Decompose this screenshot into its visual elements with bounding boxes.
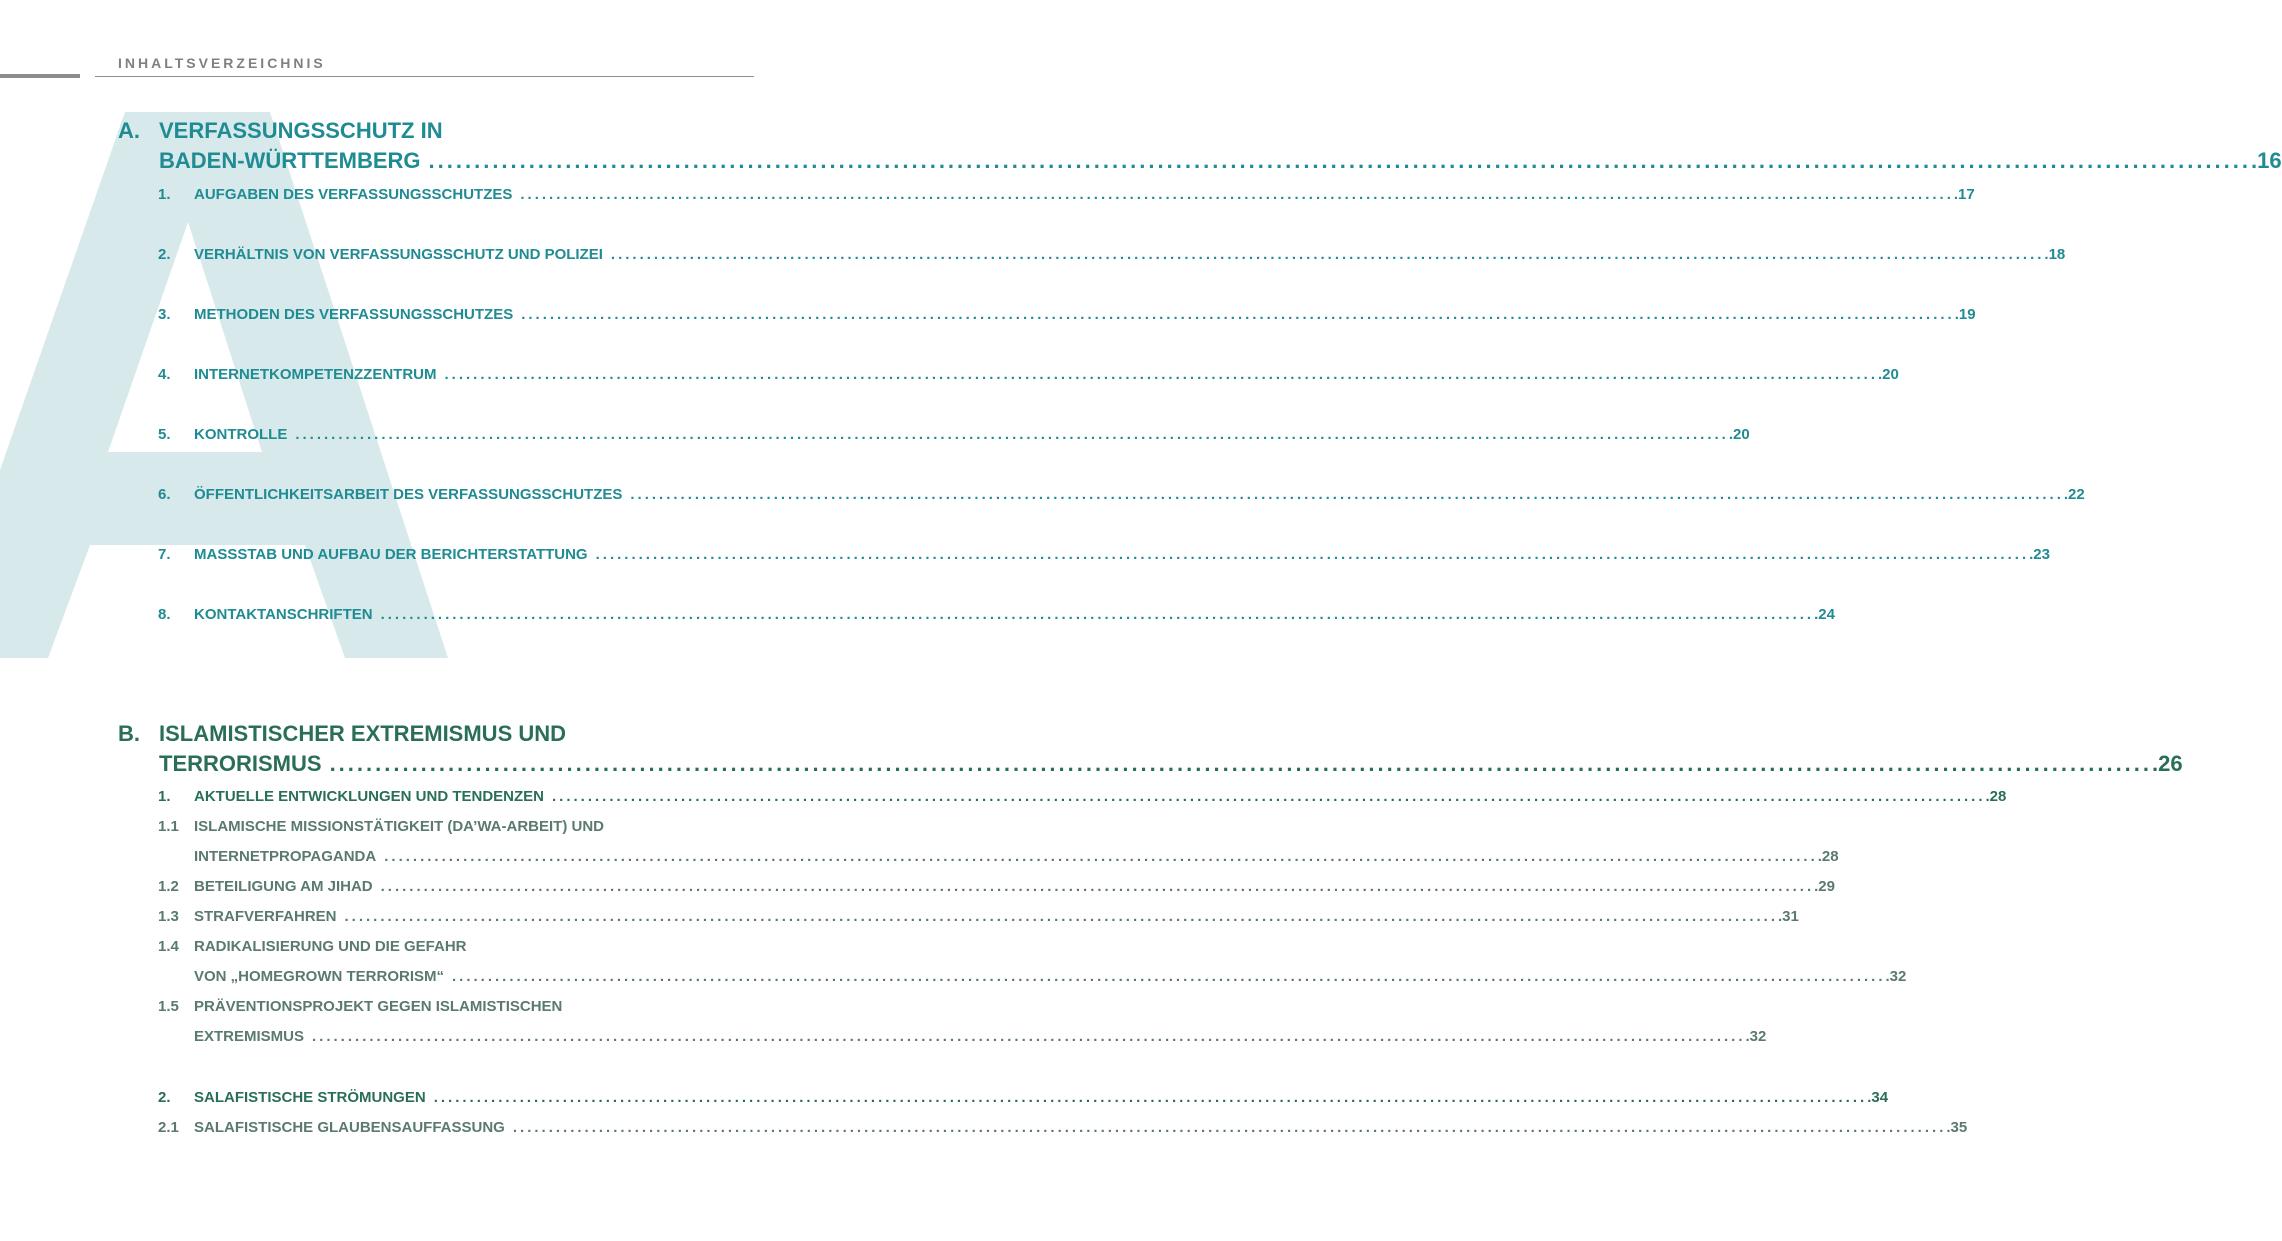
toc-entry-number: 1.1 xyxy=(158,818,179,835)
toc-leader-dots: ........................................................................................................................................................................................................ xyxy=(312,1028,1746,1045)
toc-entry-number: 1.5 xyxy=(158,998,179,1015)
toc-entry-page: .31 xyxy=(1778,908,1799,925)
section-b-title-line2: TERRORISMUS xyxy=(159,751,322,776)
toc-entry-label: ISLAMISCHE MISSIONSTÄTIGKEIT (DA’WA-ARBEIT) UND xyxy=(194,818,604,835)
toc-entry[interactable] xyxy=(158,240,2066,270)
toc-entry-label: RADIKALISIERUNG UND DIE GEFAHR xyxy=(194,938,467,955)
toc-entry-page: .24 xyxy=(1814,606,1835,623)
toc-entry-label: KONTROLLE xyxy=(194,426,288,443)
section-b-letter: B. xyxy=(118,721,140,746)
section-b-page: .26 xyxy=(2152,751,2183,776)
toc-entry-number: 6. xyxy=(158,486,171,503)
toc-leader-dots: ........................................................................................................................................................................................................ xyxy=(521,306,1955,323)
toc-entry-label: PRÄVENTIONSPROJEKT GEGEN ISLAMISTISCHEN xyxy=(194,998,563,1015)
toc-entry-label: SALAFISTISCHE GLAUBENSAUFFASSUNG xyxy=(194,1119,505,1136)
toc-entry-page: .28 xyxy=(1817,848,1839,865)
toc-entry[interactable] xyxy=(158,902,1799,932)
toc-entry[interactable] xyxy=(158,360,1899,390)
toc-entry-number: 3. xyxy=(158,306,171,323)
toc-leader-dots: ........................................................................................................................................................................................................ xyxy=(630,486,2064,503)
toc-entry-page: .32 xyxy=(1885,968,1907,985)
toc-entry-number: 7. xyxy=(158,546,171,563)
toc-leader-dots: ........................................................................................................................................................................................................ xyxy=(344,908,1779,925)
toc-leader-dots: ........................................................................................................................................................................................................ xyxy=(512,1119,1947,1136)
toc-entry-page: .34 xyxy=(1867,1089,1889,1106)
toc-leader-dots: ........................................................................................................................................................................................................ xyxy=(433,1089,1868,1106)
toc-entry-label: SALAFISTISCHE STRÖMUNGEN xyxy=(194,1089,426,1106)
toc-entry-number: 4. xyxy=(158,366,171,383)
toc-entry-number: 2. xyxy=(158,1089,171,1106)
toc-entry-label: EXTREMISMUS xyxy=(194,1028,305,1045)
toc-entry-page: .23 xyxy=(2029,546,2050,563)
toc-entry-label: KONTAKTANSCHRIFTEN xyxy=(194,606,373,623)
toc-leader-dots: ........................................................................................................................................................................................................ xyxy=(384,848,1818,865)
toc-entry-number: 8. xyxy=(158,606,171,623)
toc-entry[interactable] xyxy=(158,1022,1767,1052)
toc-entry-label: ÖFFENTLICHKEITSARBEIT DES VERFASSUNGSSCHUTZES xyxy=(194,486,623,503)
toc-entry-page: .29 xyxy=(1814,878,1835,895)
toc-entry[interactable] xyxy=(158,812,748,842)
toc-entry[interactable] xyxy=(158,962,1907,992)
toc-entry[interactable] xyxy=(158,842,1839,872)
toc-leader-dots: ........................................................................................................................................................................................................ xyxy=(444,366,1878,383)
toc-leader-dots: ........................................................................................................................................................................................................ xyxy=(552,788,1986,805)
toc-entry[interactable] xyxy=(158,300,1976,330)
toc-leader-dots: ........................................................................................................................................................................................................ xyxy=(295,426,1729,443)
toc-entry-page: .35 xyxy=(1946,1119,1968,1136)
toc-entry[interactable] xyxy=(158,180,1975,210)
toc-entry-page: .20 xyxy=(1878,366,1899,383)
section-a-title-line2: BADEN-WÜRTTEMBERG xyxy=(159,148,421,173)
toc-entry-label: MASSSTAB UND AUFBAU DER BERICHTERSTATTUNG xyxy=(194,546,588,563)
toc-entry-page: .20 xyxy=(1728,426,1750,443)
toc-entry-number: 1.3 xyxy=(158,908,179,925)
toc-entry-label: BETEILIGUNG AM JIHAD xyxy=(194,878,373,895)
section-a-letter: A. xyxy=(118,118,140,143)
toc-entry-page: .17 xyxy=(1953,186,1975,203)
toc-entry[interactable] xyxy=(158,872,1835,902)
toc-entry-number: 5. xyxy=(158,426,171,443)
toc-leader-dots: ........................................................................................................................................................................................................ xyxy=(329,751,2153,776)
toc-entry-label: VON „HOMEGROWN TERRORISM“ xyxy=(194,968,444,985)
header-accent-bar xyxy=(0,74,80,78)
header-rule xyxy=(95,76,754,77)
page-header-title: INHALTSVERZEICHNIS xyxy=(118,55,326,71)
section-a-page: .16 xyxy=(2251,148,2282,173)
toc-entry-number: 1. xyxy=(158,186,171,203)
toc-entry-label: STRAFVERFAHREN xyxy=(194,908,337,925)
toc-leader-dots: ........................................................................................................................................................................................................ xyxy=(595,546,2030,563)
toc-entry-label: AUFGABEN DES VERFASSUNGSSCHUTZES xyxy=(194,186,513,203)
section-b-title-line1: ISLAMISTISCHER EXTREMISMUS UND xyxy=(159,721,567,746)
toc-entry-label: INTERNETKOMPETENZZENTRUM xyxy=(194,366,437,383)
toc-entry-page: .32 xyxy=(1745,1028,1767,1045)
toc-leader-dots: ........................................................................................................................................................................................................ xyxy=(428,148,2251,173)
toc-entry-label: METHODEN DES VERFASSUNGSSCHUTZES xyxy=(194,306,514,323)
toc-entry-label: AKTUELLE ENTWICKLUNGEN UND TENDENZEN xyxy=(194,788,544,805)
toc-entry[interactable] xyxy=(158,932,748,962)
toc-leader-dots: ........................................................................................................................................................................................................ xyxy=(610,246,2045,263)
toc-entry-page: .19 xyxy=(1954,306,1976,323)
toc-entry-page: .28 xyxy=(1985,788,2007,805)
toc-entry[interactable] xyxy=(158,1113,1968,1143)
toc-entry[interactable] xyxy=(158,1083,1889,1113)
toc-entry-number: 1.4 xyxy=(158,938,179,955)
toc-entry-number: 2.1 xyxy=(158,1119,179,1136)
toc-entry-number: 1. xyxy=(158,788,171,805)
toc-entry-number: 2. xyxy=(158,246,171,263)
toc-leader-dots: ........................................................................................................................................................................................................ xyxy=(452,968,1886,985)
toc-leader-dots: ........................................................................................................................................................................................................ xyxy=(520,186,1954,203)
toc-entry-number: 1.2 xyxy=(158,878,179,895)
toc-entry-label: VERHÄLTNIS VON VERFASSUNGSSCHUTZ UND POLIZEI xyxy=(194,246,603,263)
toc-entry[interactable] xyxy=(158,480,2085,510)
toc-entry-page: .18 xyxy=(2044,246,2066,263)
toc-entry[interactable] xyxy=(158,420,1750,450)
toc-leader-dots: ........................................................................................................................................................................................................ xyxy=(380,878,1815,895)
toc-entry[interactable] xyxy=(158,992,748,1022)
section-a-title-line1: VERFASSUNGSSCHUTZ IN xyxy=(159,118,443,143)
toc-entry[interactable] xyxy=(158,540,2050,570)
toc-leader-dots: ........................................................................................................................................................................................................ xyxy=(380,606,1815,623)
toc-entry[interactable] xyxy=(158,782,2007,812)
toc-entry-page: .22 xyxy=(2063,486,2085,503)
toc-entry[interactable] xyxy=(158,600,1835,630)
toc-entry-label: INTERNETPROPAGANDA xyxy=(194,848,377,865)
